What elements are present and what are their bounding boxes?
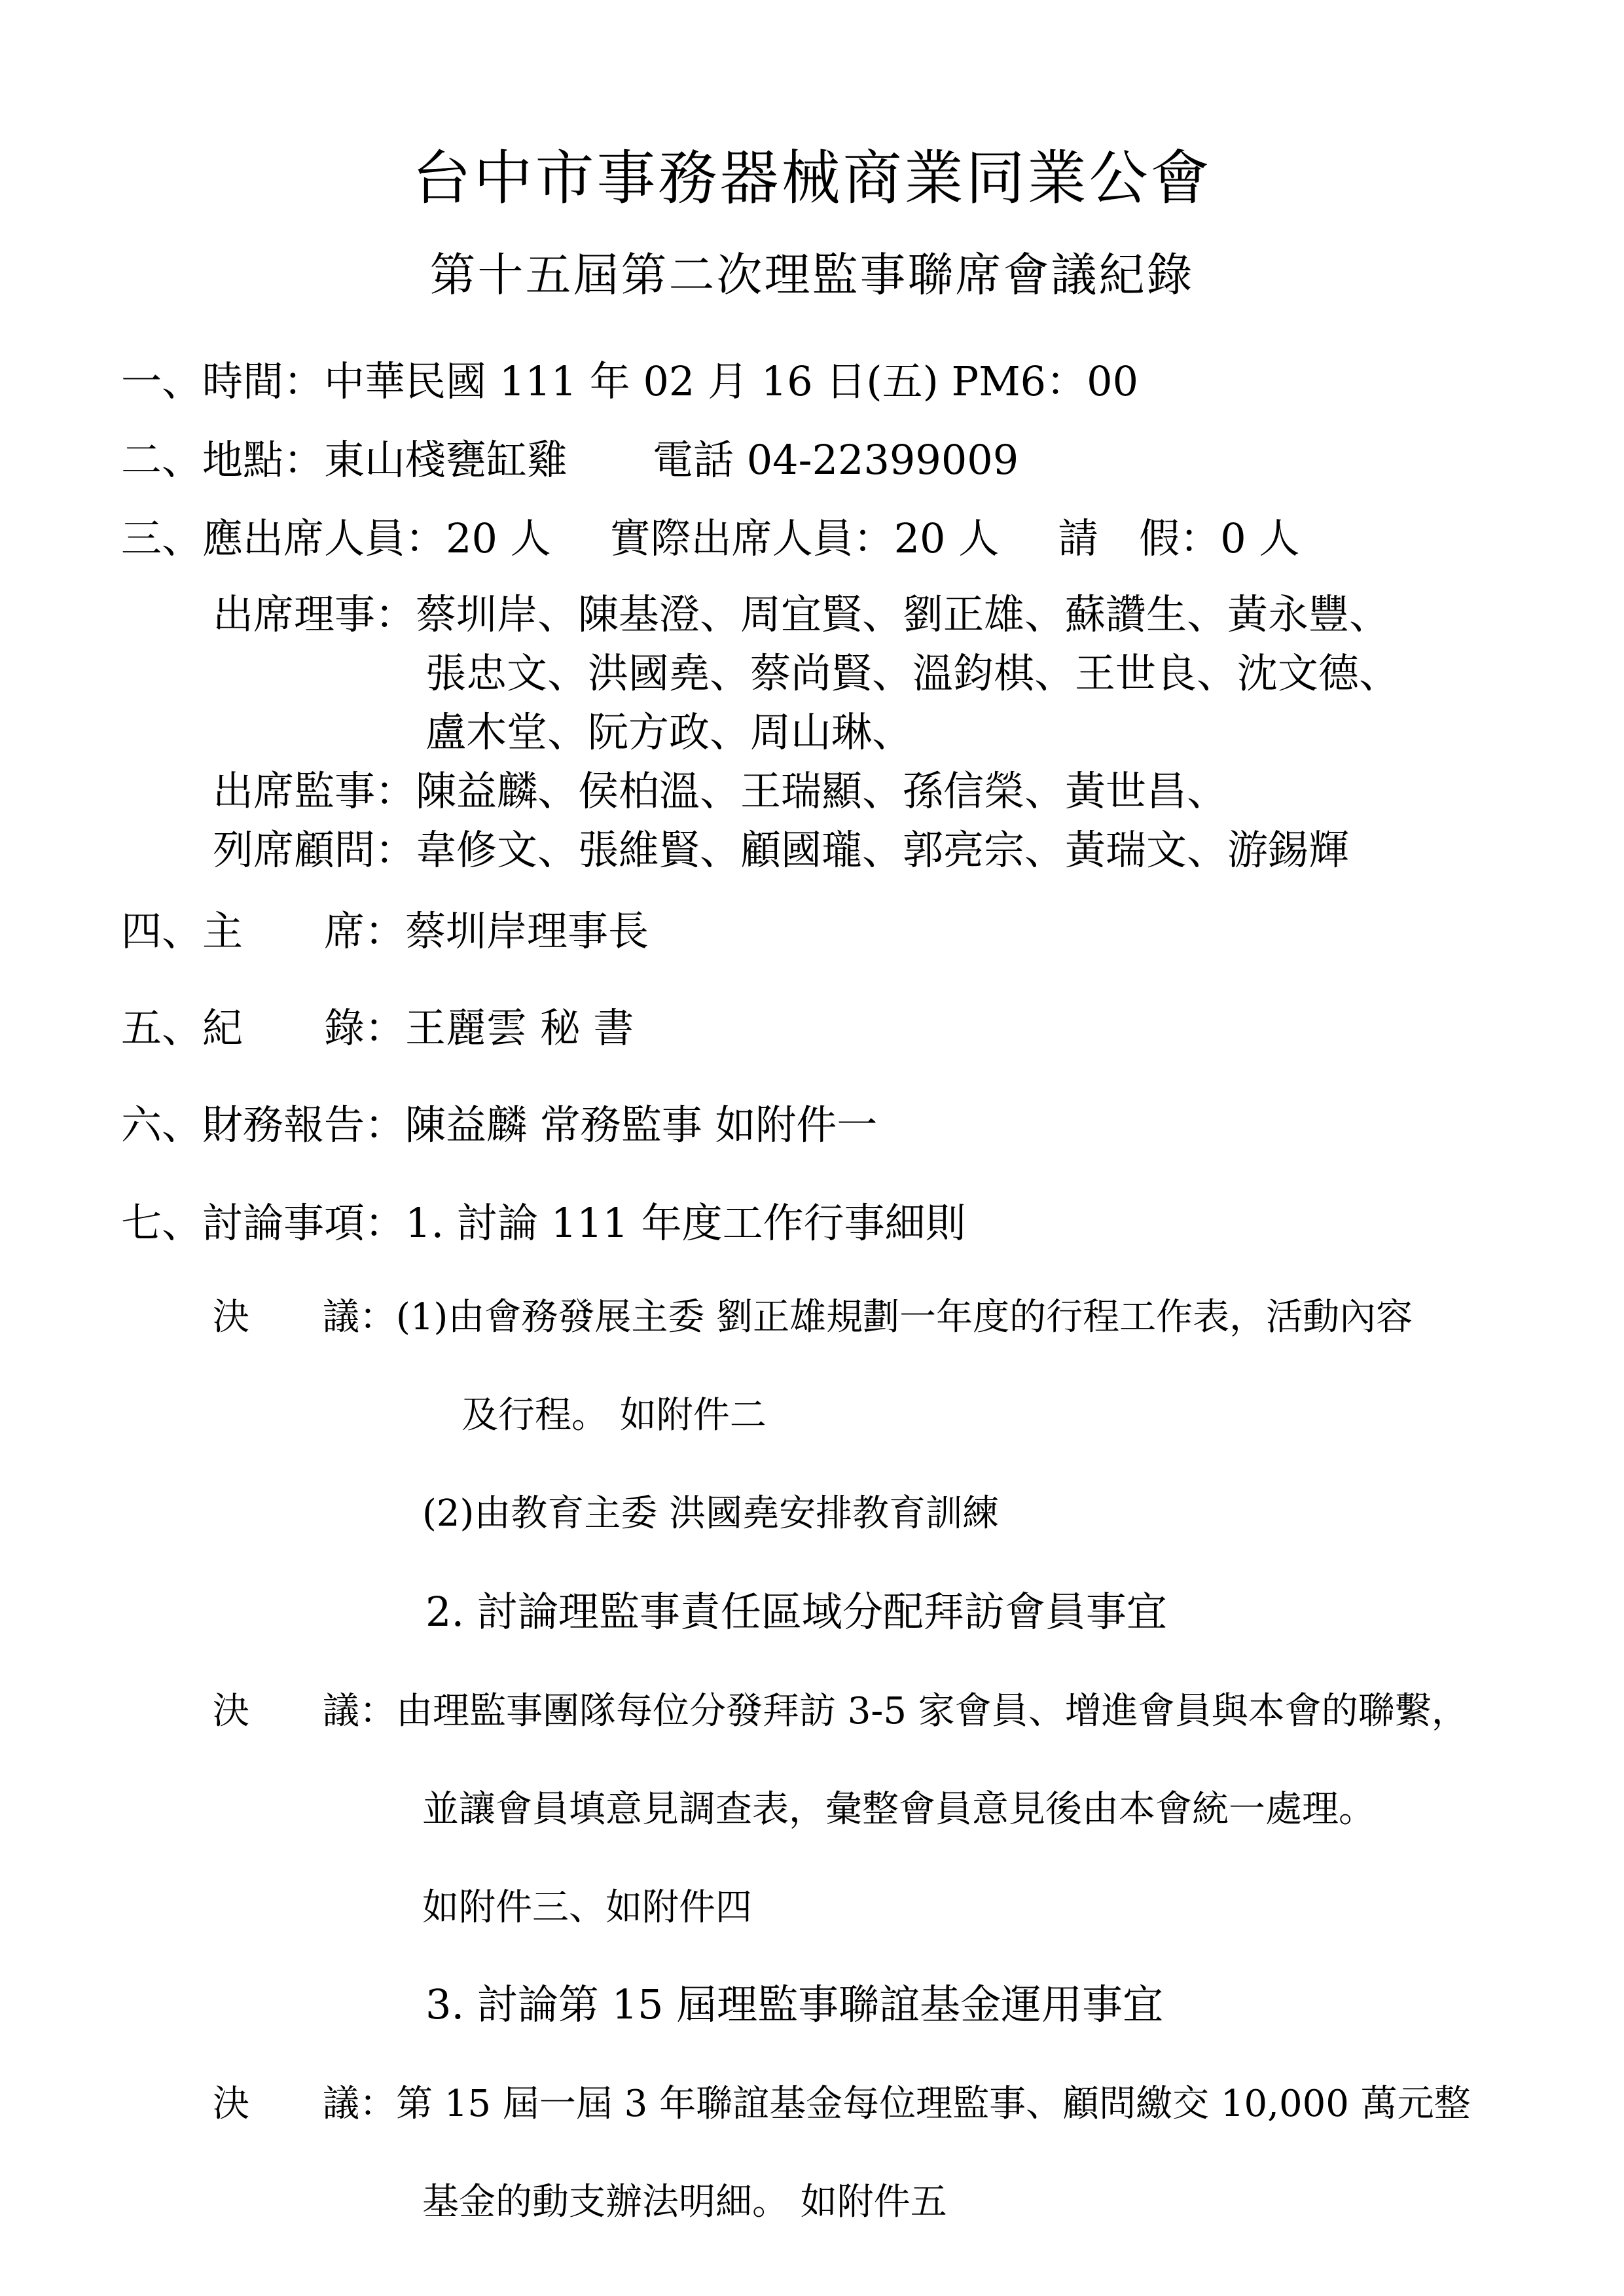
supervisors-row (213, 767, 1228, 815)
place-label: 二、地點： (121, 436, 325, 484)
document-title: 台中市事務器械商業同業公會 (412, 144, 1212, 213)
advisors-value: 韋修文、張維賢、顧國瓏、郭亮宗、黃瑞文、游錫輝 (416, 826, 1350, 874)
time-label: 一、時間： (121, 357, 325, 405)
recorder-value: 王麗雲 秘 書 (405, 1004, 634, 1052)
finance-row (121, 1101, 878, 1149)
resolution-2-label: 決 議： (213, 1690, 396, 1732)
recorder-row (121, 1004, 634, 1052)
chair-row (121, 907, 649, 955)
directors-line-1: 蔡圳岸、陳基澄、周宜賢、劉正雄、蘇讚生、黃永豐、 (416, 590, 1390, 638)
resolution-2-line-2: 並讓會員填意見調查表，彙整會員意見後由本會統一處理。 (422, 1788, 1375, 1831)
place-value: 東山棧甕缸雞 (324, 436, 568, 484)
resolution-1-line-2: 及行程。 如附件二 (461, 1394, 767, 1437)
discussion-item-2: 2. 討論理監事責任區域分配拜訪會員事宜 (425, 1588, 1167, 1636)
resolution-2-line-1: 由理監事團隊每位分發拜訪 3-5 家會員、增進會員與本會的聯繫， (396, 1690, 1468, 1732)
finance-label: 六、財務報告： (121, 1101, 406, 1149)
time-row (121, 357, 1139, 405)
attendance-row (121, 514, 1300, 562)
advisors-label: 列席顧問： (213, 826, 416, 874)
time-value: 中華民國 111 年 02 月 16 日(五) PM6：00 (324, 357, 1139, 405)
resolution-3-line-2: 基金的動支辦法明細。 如附件五 (422, 2181, 947, 2223)
discussion-row (121, 1199, 966, 1247)
discussion-item-1: 1. 討論 111 年度工作行事細則 (405, 1199, 966, 1247)
place-row (121, 436, 1019, 484)
attendance-leave: 請 假：0 人 (1058, 514, 1300, 562)
chair-label: 四、主 席： (121, 907, 406, 955)
resolution-3-line-1: 第 15 屆一屆 3 年聯誼基金每位理監事、顧問繳交 10,000 萬元整 (396, 2083, 1471, 2125)
attendance-expected: 三、應出席人員：20 人 (121, 514, 551, 562)
advisors-row (213, 826, 1350, 874)
directors-row-1 (213, 590, 1390, 638)
resolution-3-row (213, 2083, 1471, 2125)
discussion-item-3: 3. 討論第 15 屆理監事聯誼基金運用事宜 (425, 1981, 1164, 2028)
finance-value: 陳益麟 常務監事 如附件一 (405, 1101, 878, 1149)
resolution-1-row (213, 1296, 1413, 1338)
place-phone: 電話 04-22399009 (653, 436, 1019, 484)
resolution-1-label: 決 議： (213, 1296, 396, 1338)
directors-line-3: 盧木堂、阮方政、周山琳、 (425, 708, 913, 756)
document-subtitle: 第十五屆第二次理監事聯席會議紀錄 (429, 248, 1195, 302)
directors-label: 出席理事： (213, 590, 416, 638)
recorder-label: 五、紀 錄： (121, 1004, 406, 1052)
discussion-label: 七、討論事項： (121, 1199, 406, 1247)
resolution-2-row (213, 1690, 1468, 1732)
chair-value: 蔡圳岸理事長 (405, 907, 649, 955)
attendance-actual: 實際出席人員：20 人 (609, 514, 1000, 562)
supervisors-value: 陳益麟、侯柏溫、王瑞顯、孫信榮、黃世昌、 (416, 767, 1228, 815)
resolution-2-line-3: 如附件三、如附件四 (422, 1886, 752, 1929)
supervisors-label: 出席監事： (213, 767, 416, 815)
directors-line-2: 張忠文、洪國堯、蔡尚賢、溫鈞棋、王世良、沈文德、 (425, 649, 1400, 697)
resolution-3-label: 決 議： (213, 2083, 396, 2125)
resolution-1-line-1: (1)由會務發展主委 劉正雄規劃一年度的行程工作表，活動內容 (396, 1296, 1413, 1338)
resolution-1-line-3: (2)由教育主委 洪國堯安排教育訓練 (422, 1492, 1000, 1535)
